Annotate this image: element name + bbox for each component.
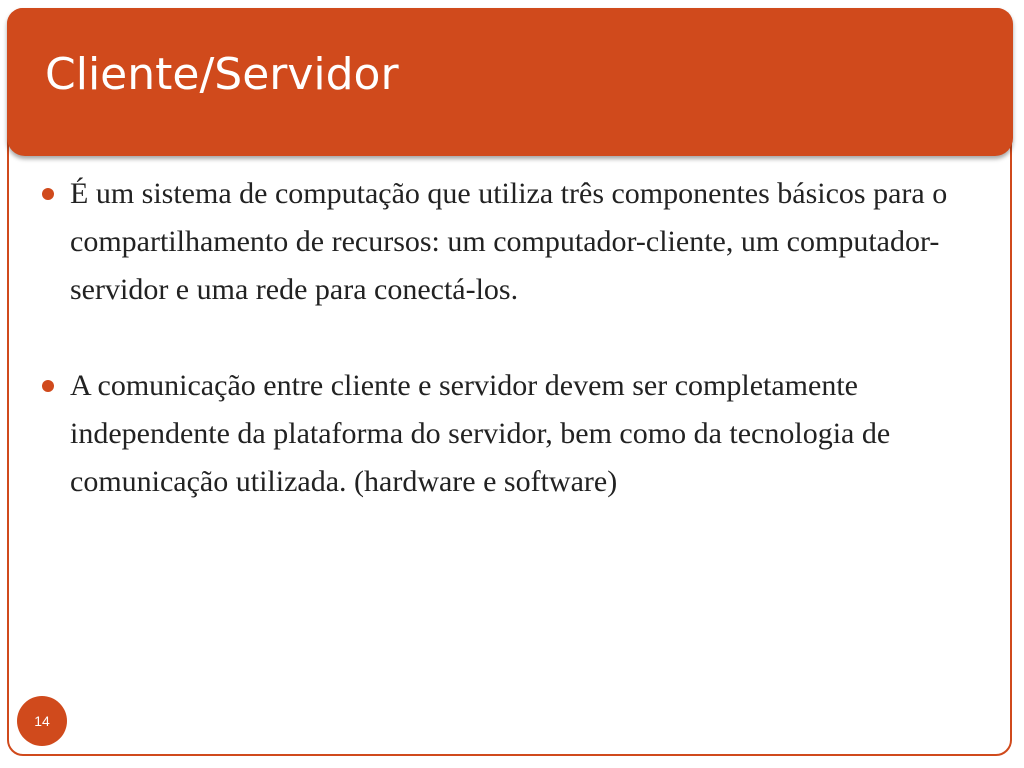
bullet-item	[40, 362, 990, 506]
title-bar	[7, 8, 1013, 156]
bullet-list	[40, 170, 990, 554]
slide-title: Cliente/Servidor	[45, 49, 399, 100]
page-number-badge: 14	[17, 696, 67, 746]
bullet-text: A comunicação entre cliente e servidor devem ser completamente independente da plataforma do servidor, bem como da tecnologia de comunicação utilizada. (hardware e software)	[70, 369, 891, 498]
bullet-text: É um sistema de computação que utiliza três componentes básicos para o compartilhamento de recursos: um computador-cliente, um computador-servidor e uma rede para conectá-los.	[70, 177, 948, 306]
bullet-item	[40, 170, 990, 314]
bullet-dot-icon	[42, 188, 54, 200]
bullet-dot-icon	[42, 380, 54, 392]
